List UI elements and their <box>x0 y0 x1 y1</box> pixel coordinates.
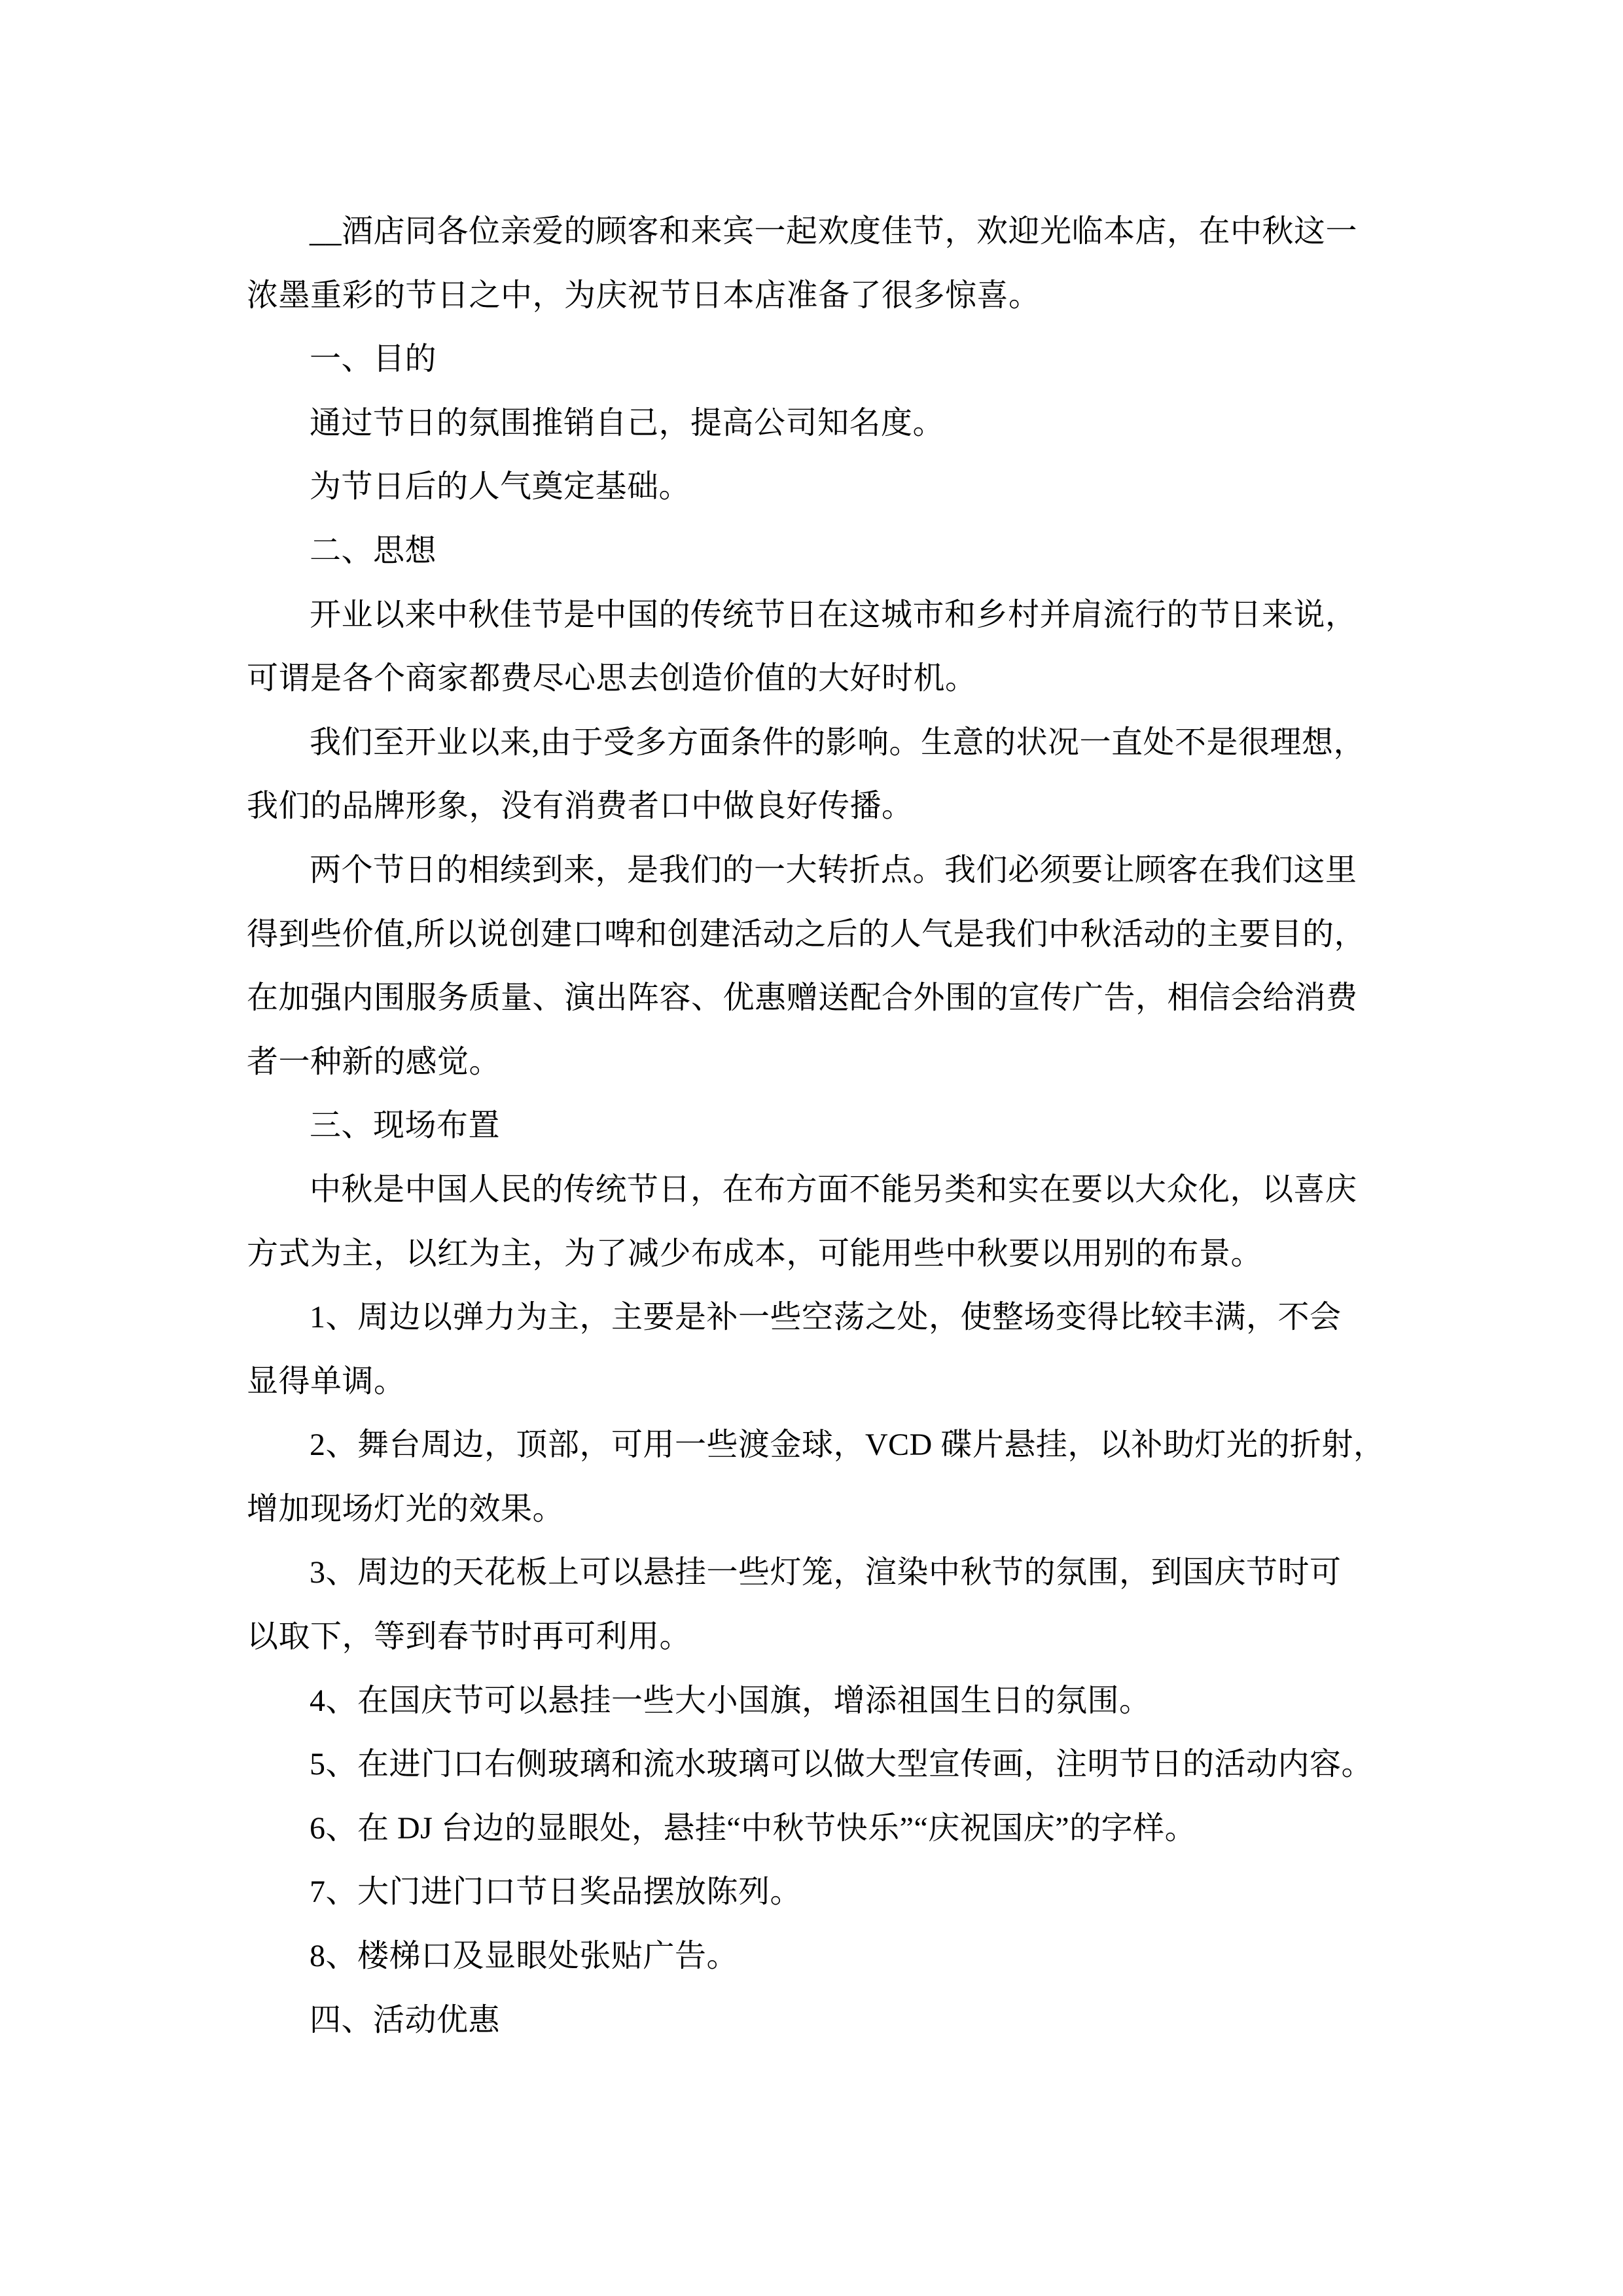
document-line: 者一种新的感觉。 <box>247 1044 501 1079</box>
document-line: 6、在 DJ 台边的显眼处，悬挂“中秋节快乐”“庆祝国庆”的字样。 <box>310 1810 1197 1846</box>
document-line: 我们至开业以来,由于受多方面条件的影响。生意的状况一直处不是很理想， <box>310 725 1366 760</box>
document-line: 中秋是中国人民的传统节日，在布方面不能另类和实在要以大众化，以喜庆 <box>310 1172 1357 1207</box>
document-line: 5、在进门口右侧玻璃和流水玻璃可以做大型宣传画，注明节日的活动内容。 <box>310 1747 1374 1782</box>
document-line: 显得单调。 <box>247 1363 406 1399</box>
document-line: 3、周边的天花板上可以悬挂一些灯笼，渲染中秋节的氛围，到国庆节时可 <box>310 1555 1342 1590</box>
document-line: 三、现场布置 <box>310 1108 501 1143</box>
document-line: 4、在国庆节可以悬挂一些大小国旗，增添祖国生日的氛围。 <box>310 1683 1151 1718</box>
document-line: 通过节日的氛围推销自己，提高公司知名度。 <box>310 405 945 440</box>
document-line: 四、活动优惠 <box>310 2002 501 2037</box>
document-line: 开业以来中秋佳节是中国的传统节日在这城市和乡村并肩流行的节日来说， <box>310 597 1357 632</box>
document-line: 两个节日的相续到来，是我们的一大转折点。我们必须要让顾客在我们这里 <box>310 852 1357 888</box>
document-line: 在加强内围服务质量、演出阵容、优惠赠送配合外围的宣传广告，相信会给消费 <box>247 980 1358 1016</box>
document-line: 可谓是各个商家都费尽心思去创造价值的大好时机。 <box>247 661 977 696</box>
document-line: 得到些价值,所以说创建口啤和创建活动之后的人气是我们中秋活动的主要目的， <box>247 916 1366 952</box>
document-line: __酒店同各位亲爱的顾客和来宾一起欢度佳节，欢迎光临本店，在中秋这一 <box>310 214 1358 249</box>
document-line: 增加现场灯光的效果。 <box>247 1491 565 1526</box>
document-line: 1、周边以弹力为主，主要是补一些空荡之处，使整场变得比较丰满，不会 <box>310 1300 1342 1335</box>
document-line: 2、舞台周边，顶部，可用一些渡金球，VCD 碟片悬挂，以补助灯光的折射， <box>310 1427 1385 1463</box>
document-line: 我们的品牌形象，没有消费者口中做良好传播。 <box>247 789 914 824</box>
document-line: 一、目的 <box>310 342 437 377</box>
document-line: 方式为主，以红为主，为了减少布成本，可能用些中秋要以用别的布景。 <box>247 1236 1263 1271</box>
document-line: 8、楼梯口及显眼处张贴广告。 <box>310 1939 739 1974</box>
document-body <box>0 200 1623 2052</box>
document-line: 以取下，等到春节时再可利用。 <box>247 1619 692 1655</box>
document-line: 为节日后的人气奠定基础。 <box>310 469 691 505</box>
document-line: 浓墨重彩的节日之中，为庆祝节日本店准备了很多惊喜。 <box>247 278 1041 313</box>
document-line: 二、思想 <box>310 533 437 568</box>
document-line: 7、大门进门口节日奖品摆放陈列。 <box>310 1874 802 1910</box>
